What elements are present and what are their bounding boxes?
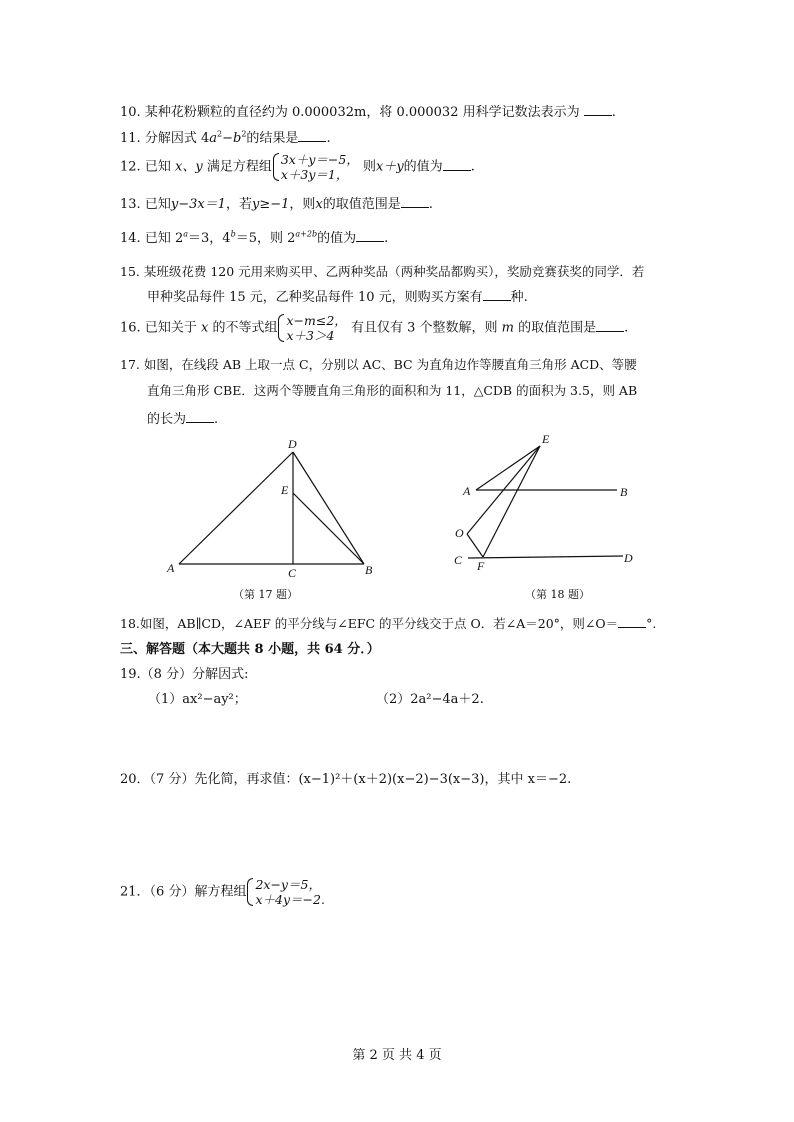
q12-expr: x＋y (375, 159, 404, 175)
fig18-label-f: F (477, 559, 485, 573)
q11-end: . (326, 131, 331, 146)
fig17-label-b: B (365, 563, 373, 577)
q16-number: 16. (120, 320, 141, 336)
q13-expr: y−3x＝1 (170, 197, 226, 212)
fig17-label-e: E (281, 483, 289, 497)
fig17-line-db (293, 452, 364, 564)
q16-end: . (624, 320, 629, 336)
fig17-label-c: C (288, 566, 297, 580)
q12-end: . (470, 159, 475, 175)
q11-number: 11. (120, 131, 141, 146)
q18-end: °. (646, 616, 657, 631)
q12-eq1: 3x＋y＝−5， (280, 152, 359, 167)
q16-eq2: x＋3＞4 (286, 328, 335, 343)
q15-end: 种. (510, 290, 528, 305)
fig17-line-eb (293, 493, 364, 564)
q12-vars: x、y (174, 159, 203, 175)
q14-exp2: b (230, 229, 236, 239)
q13-number: 13. (120, 197, 141, 212)
q21-pre: 21．（6 分）解方程组 (120, 884, 247, 900)
figure-18 (467, 446, 623, 558)
fig18-label-c: C (454, 553, 463, 567)
q18-text: 如图，AB∥CD，∠AEF 的平分线与∠EFC 的平分线交于点 O．若∠A＝20°，则∠O＝ (139, 616, 619, 631)
q14-m1: ＝3，4 (188, 231, 231, 246)
q12-mid: 满足方程组 (206, 159, 272, 175)
q13-var: x (315, 197, 323, 212)
q19-part2: （2）2a²−4a＋2. (376, 692, 484, 707)
q14-number: 14. (120, 231, 141, 246)
fig17-label-d: D (288, 437, 297, 451)
q10-text: 某种花粉颗粒的直径约为 0.000032m，将 0.000032 用科学记数法表示为 (144, 105, 580, 120)
q11-var-b: b (233, 131, 242, 146)
question-21 (120, 877, 325, 907)
q16-mid: 的不等式组 (212, 320, 278, 336)
q18-number: 18. (120, 616, 140, 631)
q14-exp3: a+2b (295, 229, 318, 239)
fig18-label-o: O (455, 526, 464, 540)
q21-eq2: x＋4y＝−2. (255, 892, 325, 907)
q19-part1: （1）ax²−ay²； (148, 692, 247, 707)
q12-post2: 的值为 (403, 159, 443, 175)
q12-pre: 已知 (144, 159, 171, 175)
question-18 (120, 615, 656, 632)
q20-text: 20．（7 分）先化简，再求值：(x−1)²＋(x＋2)(x−2)−3(x−3)，其中 x＝−2. (120, 772, 572, 787)
q15-line1: 某班级花费 120 元用来购买甲、乙两种奖品（两种奖品都购买），奖励竞赛获奖的同学．若 (143, 264, 645, 279)
q16-eq1: x−m≤2， (286, 313, 347, 328)
q11-var-a: a (209, 131, 217, 146)
q13-post: 的取值范围是 (322, 197, 401, 212)
fig18-caption: （第 18 题） (525, 588, 590, 601)
q12-post: 则 (362, 159, 376, 175)
q14-m2: ＝5，则 2 (235, 231, 296, 246)
q12-number: 12. (120, 159, 141, 175)
q15-number: 15. (120, 264, 140, 279)
fig18-line-ae (476, 446, 540, 490)
fig18-label-d: D (624, 551, 633, 565)
q13-end: . (428, 197, 433, 212)
q17-number: 17. (120, 357, 140, 372)
q16-var: x (200, 320, 209, 336)
q14-exp1: a (183, 229, 189, 239)
q14-pre: 已知 2 (144, 231, 184, 246)
fig18-label-b: B (620, 485, 628, 499)
question-11: 11. 分解因式 $4a^2-b^2$的结果是 . (120, 129, 331, 146)
q16-post2: 的取值范围是 (518, 320, 597, 336)
q15-line2: 甲种奖品每件 15 元，乙种奖品每件 10 元，则购买方案有 (147, 290, 483, 305)
q13-mid: ，若 (225, 197, 252, 212)
q17-line3: 的长为 (147, 412, 187, 427)
q10-end: . (611, 105, 616, 120)
q13-mid2: ，则 (289, 197, 316, 212)
page-footer: 第 2 页 共 4 页 (352, 1048, 442, 1063)
q16-pre: 已知关于 (144, 320, 197, 336)
section-3-title: 三、解答题（本大题共 8 小题，共 64 分．） (120, 642, 380, 657)
fig18-label-a: A (463, 484, 471, 498)
fig18-label-e: E (542, 432, 550, 446)
q12-eq2: x＋3y＝1， (280, 167, 349, 182)
q11-minus: − (222, 131, 233, 146)
q16-post: 有且仅有 3 个整数解，则 (350, 320, 498, 336)
fig17-label-a: A (167, 561, 175, 575)
q14-end: . (384, 231, 389, 246)
q21-equation-system (246, 877, 324, 907)
q14-post: 的值为 (317, 231, 357, 246)
fig18-line-cd (468, 556, 623, 558)
q13-pre: 已知 (144, 197, 171, 212)
q10-number: 10. (120, 105, 141, 120)
q16-var2: m (501, 320, 514, 336)
fig18-line-of (467, 534, 483, 557)
fig18-line-ef (483, 446, 540, 557)
fig17-caption: （第 17 题） (233, 588, 298, 601)
q21-eq1: 2x−y＝5， (255, 877, 321, 892)
q13-cond: y≥−1 (251, 197, 290, 212)
q11-pre: 分解因式 4 (144, 131, 210, 146)
q11-post: 的结果是 (246, 131, 299, 146)
fig17-line-ad (179, 452, 293, 564)
q18-answer-blank (618, 615, 646, 628)
q19-head: 19.（8 分）分解因式: (120, 667, 249, 682)
q17-line2: 直角三角形 CBE．这两个等腰直角三角形的面积和为 11，△CDB 的面积为 3.5，则 AB (147, 383, 638, 398)
q17-end: . (214, 412, 219, 427)
figure-17 (179, 452, 364, 564)
q17-line1: 如图，在线段 AB 上取一点 C，分别以 AC、BC 为直角边作等腰直角三角形 ACD、等腰 (143, 357, 637, 372)
